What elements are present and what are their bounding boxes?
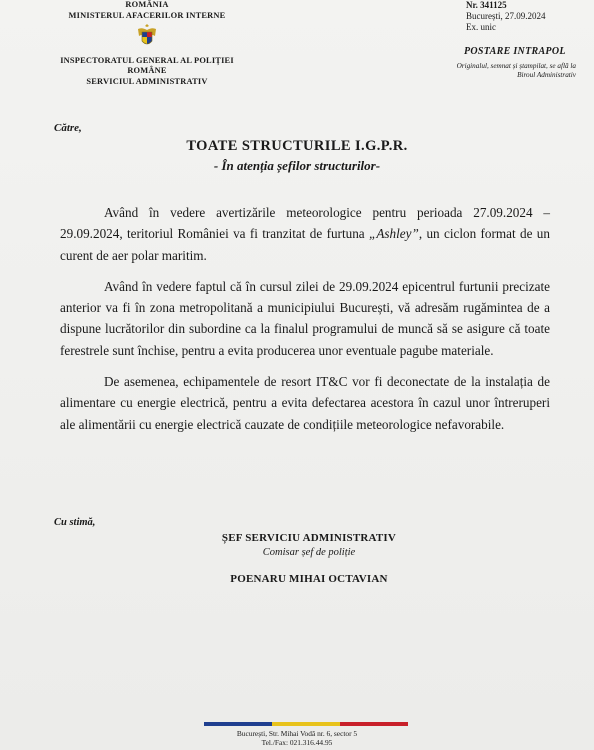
- romanian-coat-of-arms-icon: [136, 23, 158, 49]
- closing-greeting: Cu stimă,: [54, 517, 96, 528]
- storm-name: „Ashley”: [368, 226, 419, 242]
- tricolor-blue: [204, 722, 272, 726]
- recipient-title: TOATE STRUCTURILE I.G.P.R.: [186, 138, 408, 154]
- paragraph-3: De asemenea, echipamentele de resort IT&C vor fi deconectate de la instalația de alimentare cu energie electrică, pentru a evita defectarea acestora în cazul unor întreruperi ale alimentării cu energie electrică cauzate de condițiile meteorologice nefavorabile.: [60, 374, 550, 432]
- tricolor-yellow: [272, 722, 340, 726]
- original-note: Originalul, semnat și ștampilat, se află la Biroul Administrativ: [456, 62, 576, 79]
- paragraph-2: Având în vedere faptul că în cursul zilei de 29.09.2024 epicentrul furtunii precizate anterior va fi în zona metropolitană a municipiului București, vă adresăm rugămintea de a dispune lucrătorilor din subordine ca la finalul programului de muncă să se asigure că toate ferestrele sunt închise, pentru a evita producerea unor eventuale pagube materiale.: [60, 278, 550, 358]
- postare-label: POSTARE INTRAPOL: [464, 46, 566, 57]
- signatory-name: POENARU MIHAI OCTAVIAN: [230, 573, 388, 585]
- ministry-name: MINISTERUL AFACERILOR INTERNE: [68, 10, 226, 20]
- footer-address: București, Str. Mihai Vodă nr. 6, sector 5: [236, 729, 358, 738]
- signatory-position: ȘEF SERVICIU ADMINISTRATIV: [221, 532, 397, 544]
- paragraph-1: Având în vedere avertizările meteorologice pentru perioada 27.09.2024 – 29.09.2024, teritoriul României va fi tranzitat de furtuna „Ashley”, un ciclon format de un curent de aer polar maritim.: [60, 205, 550, 263]
- recipient-salutation: Către,: [54, 122, 82, 134]
- recipient-subtitle: - În atenția șefilor structurilor-: [213, 158, 381, 173]
- tricolor-red: [340, 722, 408, 726]
- copy-count: Ex. unic: [466, 22, 496, 32]
- reference-block: [466, 0, 546, 33]
- signatory-rank: Comisar șef de poliție: [262, 547, 356, 558]
- place-date: București, 27.09.2024: [466, 11, 546, 21]
- tricolor-bar: [204, 722, 408, 726]
- inspectorate-name: INSPECTORATUL GENERAL AL POLIȚIEI ROMÂNE: [60, 55, 234, 75]
- registration-number: Nr. 341125: [466, 0, 507, 10]
- footer-phone: Tel./Fax: 021.316.44.95: [261, 738, 333, 747]
- issuer-header: [40, 0, 254, 87]
- letter-body: [60, 202, 550, 445]
- service-name: SERVICIUL ADMINISTRATIV: [86, 76, 208, 86]
- country-name: ROMÂNIA: [125, 0, 169, 9]
